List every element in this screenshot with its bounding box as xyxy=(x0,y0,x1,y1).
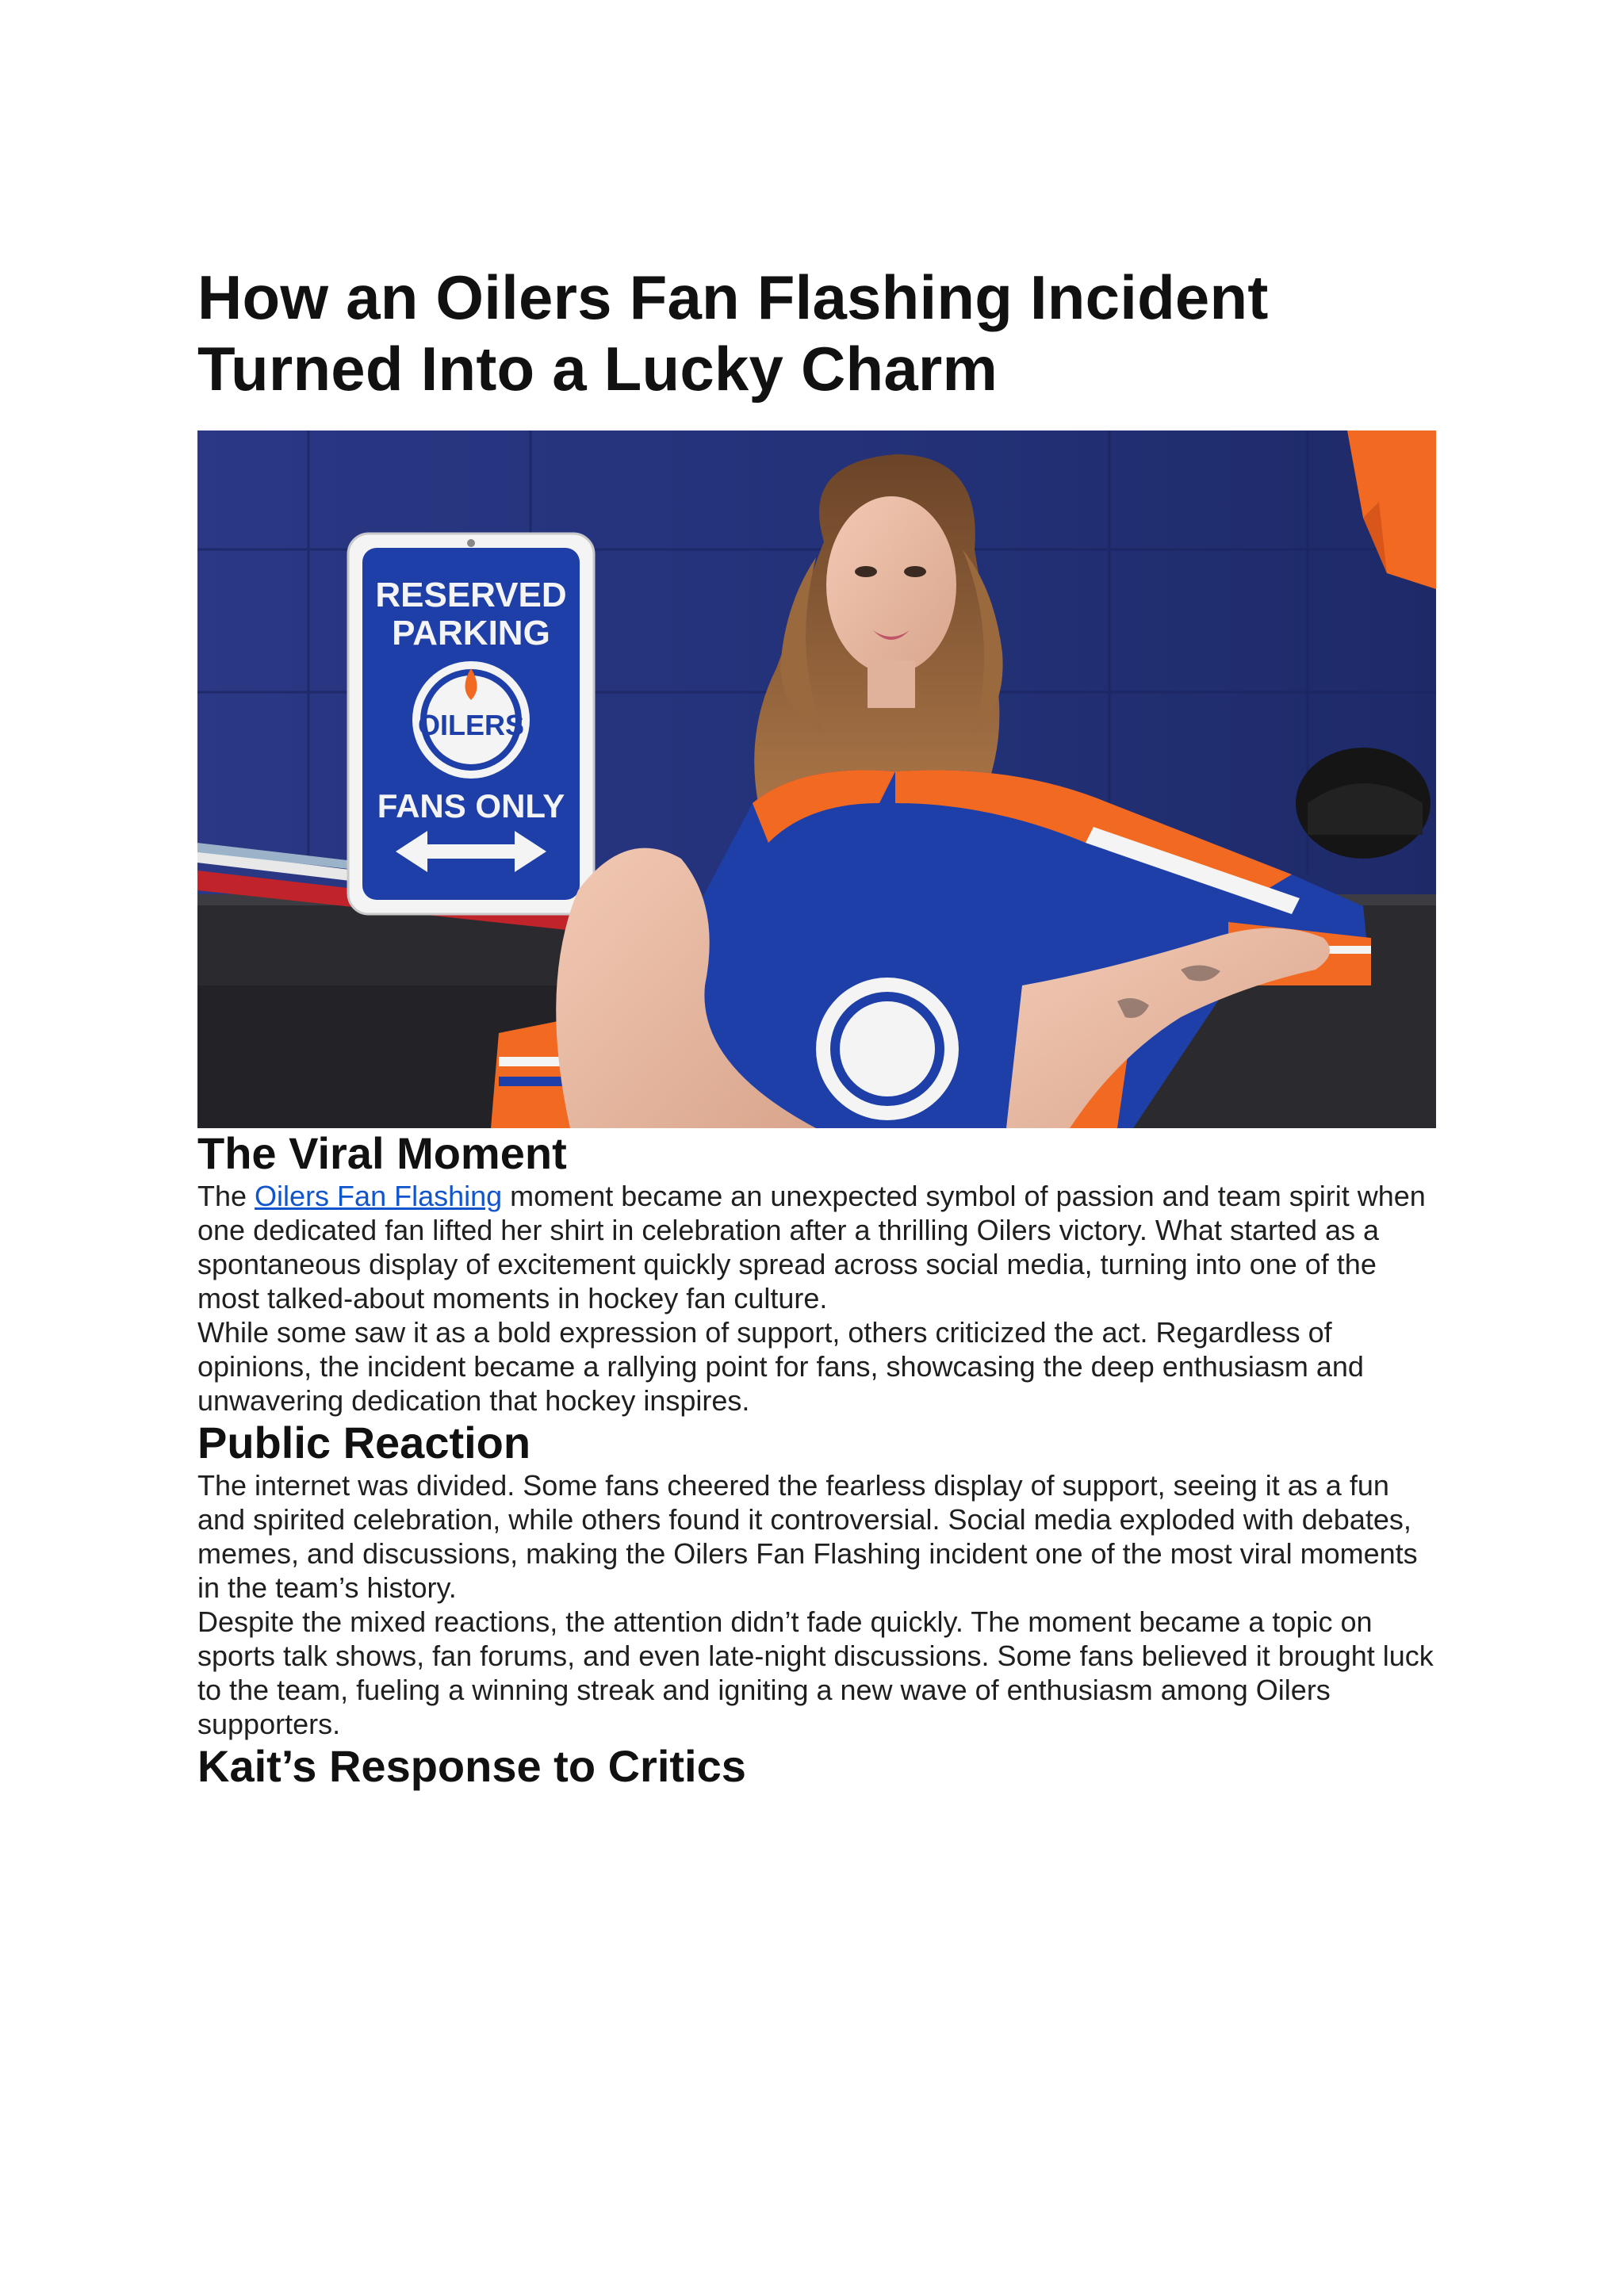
oilers-logo xyxy=(412,661,530,779)
sign-line-2: PARKING xyxy=(392,614,550,652)
hero-image xyxy=(197,430,1436,1128)
viral-paragraph-2: While some saw it as a bold expression of support, others criticized the act. Regardless of opinions, the incident became a rallying point for fans, showcasing the deep enthusiasm and unwavering dedication that hockey inspires. xyxy=(197,1316,1364,1417)
article xyxy=(197,262,1436,1792)
public-paragraph-2: Despite the mixed reactions, the attention didn’t fade quickly. The moment became a topic on sports talk shows, fan forums, and even late-night discussions. Some fans believed it brought luck to the team, fueling a winning streak and igniting a new wave of enthusiasm among Oilers supporters. xyxy=(197,1605,1434,1740)
sign-logo-text: OILERS xyxy=(417,709,525,741)
oilers-fan-flashing-link[interactable]: Oilers Fan Flashing xyxy=(255,1180,503,1212)
article-title-line-2: Turned Into a Lucky Charm xyxy=(197,334,998,404)
viral-p1-rest: moment became an unexpected symbol of passion and team spirit when one dedicated fan lifted her shirt in celebration after a thrilling Oilers victory. What started as a spontaneous display of excitement quickly spread across social media, turning into one of the most talked-about moments in hockey fan culture. xyxy=(197,1180,1426,1314)
heading-viral-moment: The Viral Moment xyxy=(197,1128,567,1178)
sign-line-3: FANS ONLY xyxy=(377,787,565,825)
article-title-line-1: How an Oilers Fan Flashing Incident xyxy=(197,262,1269,332)
article-title xyxy=(197,262,1436,404)
viral-p1-lead: The xyxy=(197,1180,255,1212)
heading-kait-response: Kait’s Response to Critics xyxy=(197,1741,746,1791)
reserved-parking-sign xyxy=(348,534,594,914)
sign-line-1: RESERVED xyxy=(375,576,567,614)
public-paragraph-1: The internet was divided. Some fans cheered the fearless display of support, seeing it as a fun and spirited celebration, while others found it controversial. Social media exploded with debates, memes, and discussions, making the Oilers Fan Flashing incident one of the most viral moments in the team’s history. xyxy=(197,1469,1418,1604)
hero-illustration xyxy=(197,430,1436,1128)
viral-paragraph-1 xyxy=(197,1179,1436,1315)
heading-public-reaction: Public Reaction xyxy=(197,1418,531,1468)
